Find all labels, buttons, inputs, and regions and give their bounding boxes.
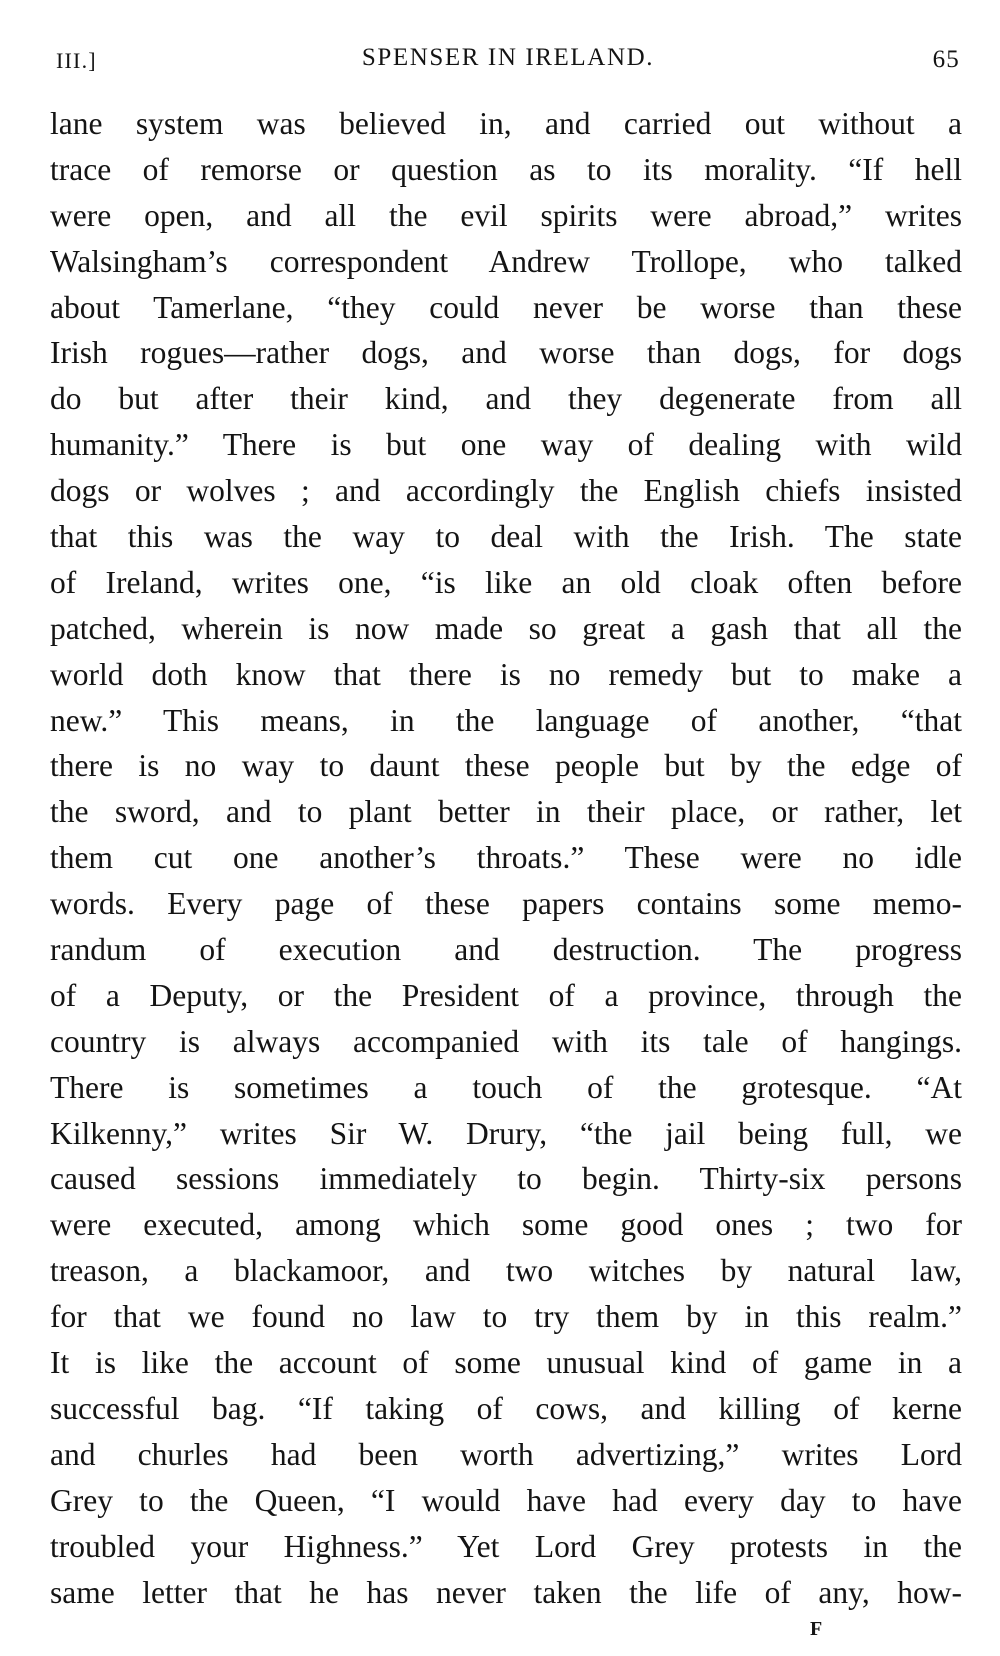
- text-line: were executed, among which some good ones ; two for: [50, 1207, 962, 1243]
- text-line: words. Every page of these papers contains some memo-: [50, 886, 962, 922]
- text-line: them cut one another’s throats.” These were no idle: [50, 840, 962, 876]
- body-text: [50, 101, 962, 1615]
- text-line: new.” This means, in the language of another, “that: [50, 702, 962, 738]
- text-line: for that we found no law to try them by in this realm.”: [50, 1299, 962, 1335]
- text-line: There is sometimes a touch of the grotesque. “At: [50, 1069, 962, 1105]
- text-line: successful bag. “If taking of cows, and killing of kerne: [50, 1390, 962, 1426]
- text-line: and churles had been worth advertizing,” writes Lord: [50, 1436, 962, 1472]
- page-number: 65: [932, 46, 960, 73]
- text-line: about Tamerlane, “they could never be worse than these: [50, 289, 962, 325]
- text-line: the sword, and to plant better in their place, or rather, let: [50, 794, 962, 830]
- text-line: that this was the way to deal with the Irish. The state: [50, 519, 962, 555]
- text-line: Grey to the Queen, “I would have had every day to have: [50, 1482, 962, 1518]
- text-line: Walsingham’s correspondent Andrew Trollope, who talked: [50, 243, 962, 279]
- running-title: SPENSER IN IRELAND.: [361, 44, 655, 71]
- text-line: of a Deputy, or the President of a province, through the: [50, 977, 962, 1013]
- text-line: do but after their kind, and they degenerate from all: [50, 381, 962, 417]
- text-line: caused sessions immediately to begin. Thirty-six persons: [50, 1161, 962, 1197]
- text-line: were open, and all the evil spirits were abroad,” writes: [50, 197, 962, 233]
- signature-mark: F: [810, 1618, 823, 1640]
- text-line: country is always accompanied with its tale of hangings.: [50, 1023, 962, 1059]
- text-line: dogs or wolves ; and accordingly the English chiefs insisted: [50, 473, 962, 509]
- text-line: It is like the account of some unusual kind of game in a: [50, 1345, 962, 1381]
- text-line: same letter that he has never taken the life of any, how-: [50, 1574, 962, 1610]
- text-line: world doth know that there is no remedy but to make a: [50, 656, 962, 692]
- text-line: trace of remorse or question as to its morality. “If hell: [50, 151, 962, 187]
- chapter-marker: III.]: [56, 48, 97, 73]
- text-line: troubled your Highness.” Yet Lord Grey protests in the: [50, 1528, 962, 1564]
- text-line: treason, a blackamoor, and two witches by natural law,: [50, 1253, 962, 1289]
- text-line: patched, wherein is now made so great a gash that all the: [50, 610, 962, 646]
- running-head: [56, 44, 960, 84]
- text-line: randum of execution and destruction. The progress: [50, 932, 962, 968]
- text-line: Irish rogues—rather dogs, and worse than dogs, for dogs: [50, 335, 962, 371]
- text-line: there is no way to daunt these people but by the edge of: [50, 748, 962, 784]
- text-line: Kilkenny,” writes Sir W. Drury, “the jail being full, we: [50, 1115, 962, 1151]
- text-line: humanity.” There is but one way of dealing with wild: [50, 427, 962, 463]
- text-line: lane system was believed in, and carried out without a: [50, 106, 962, 141]
- text-line: of Ireland, writes one, “is like an old cloak often before: [50, 564, 962, 600]
